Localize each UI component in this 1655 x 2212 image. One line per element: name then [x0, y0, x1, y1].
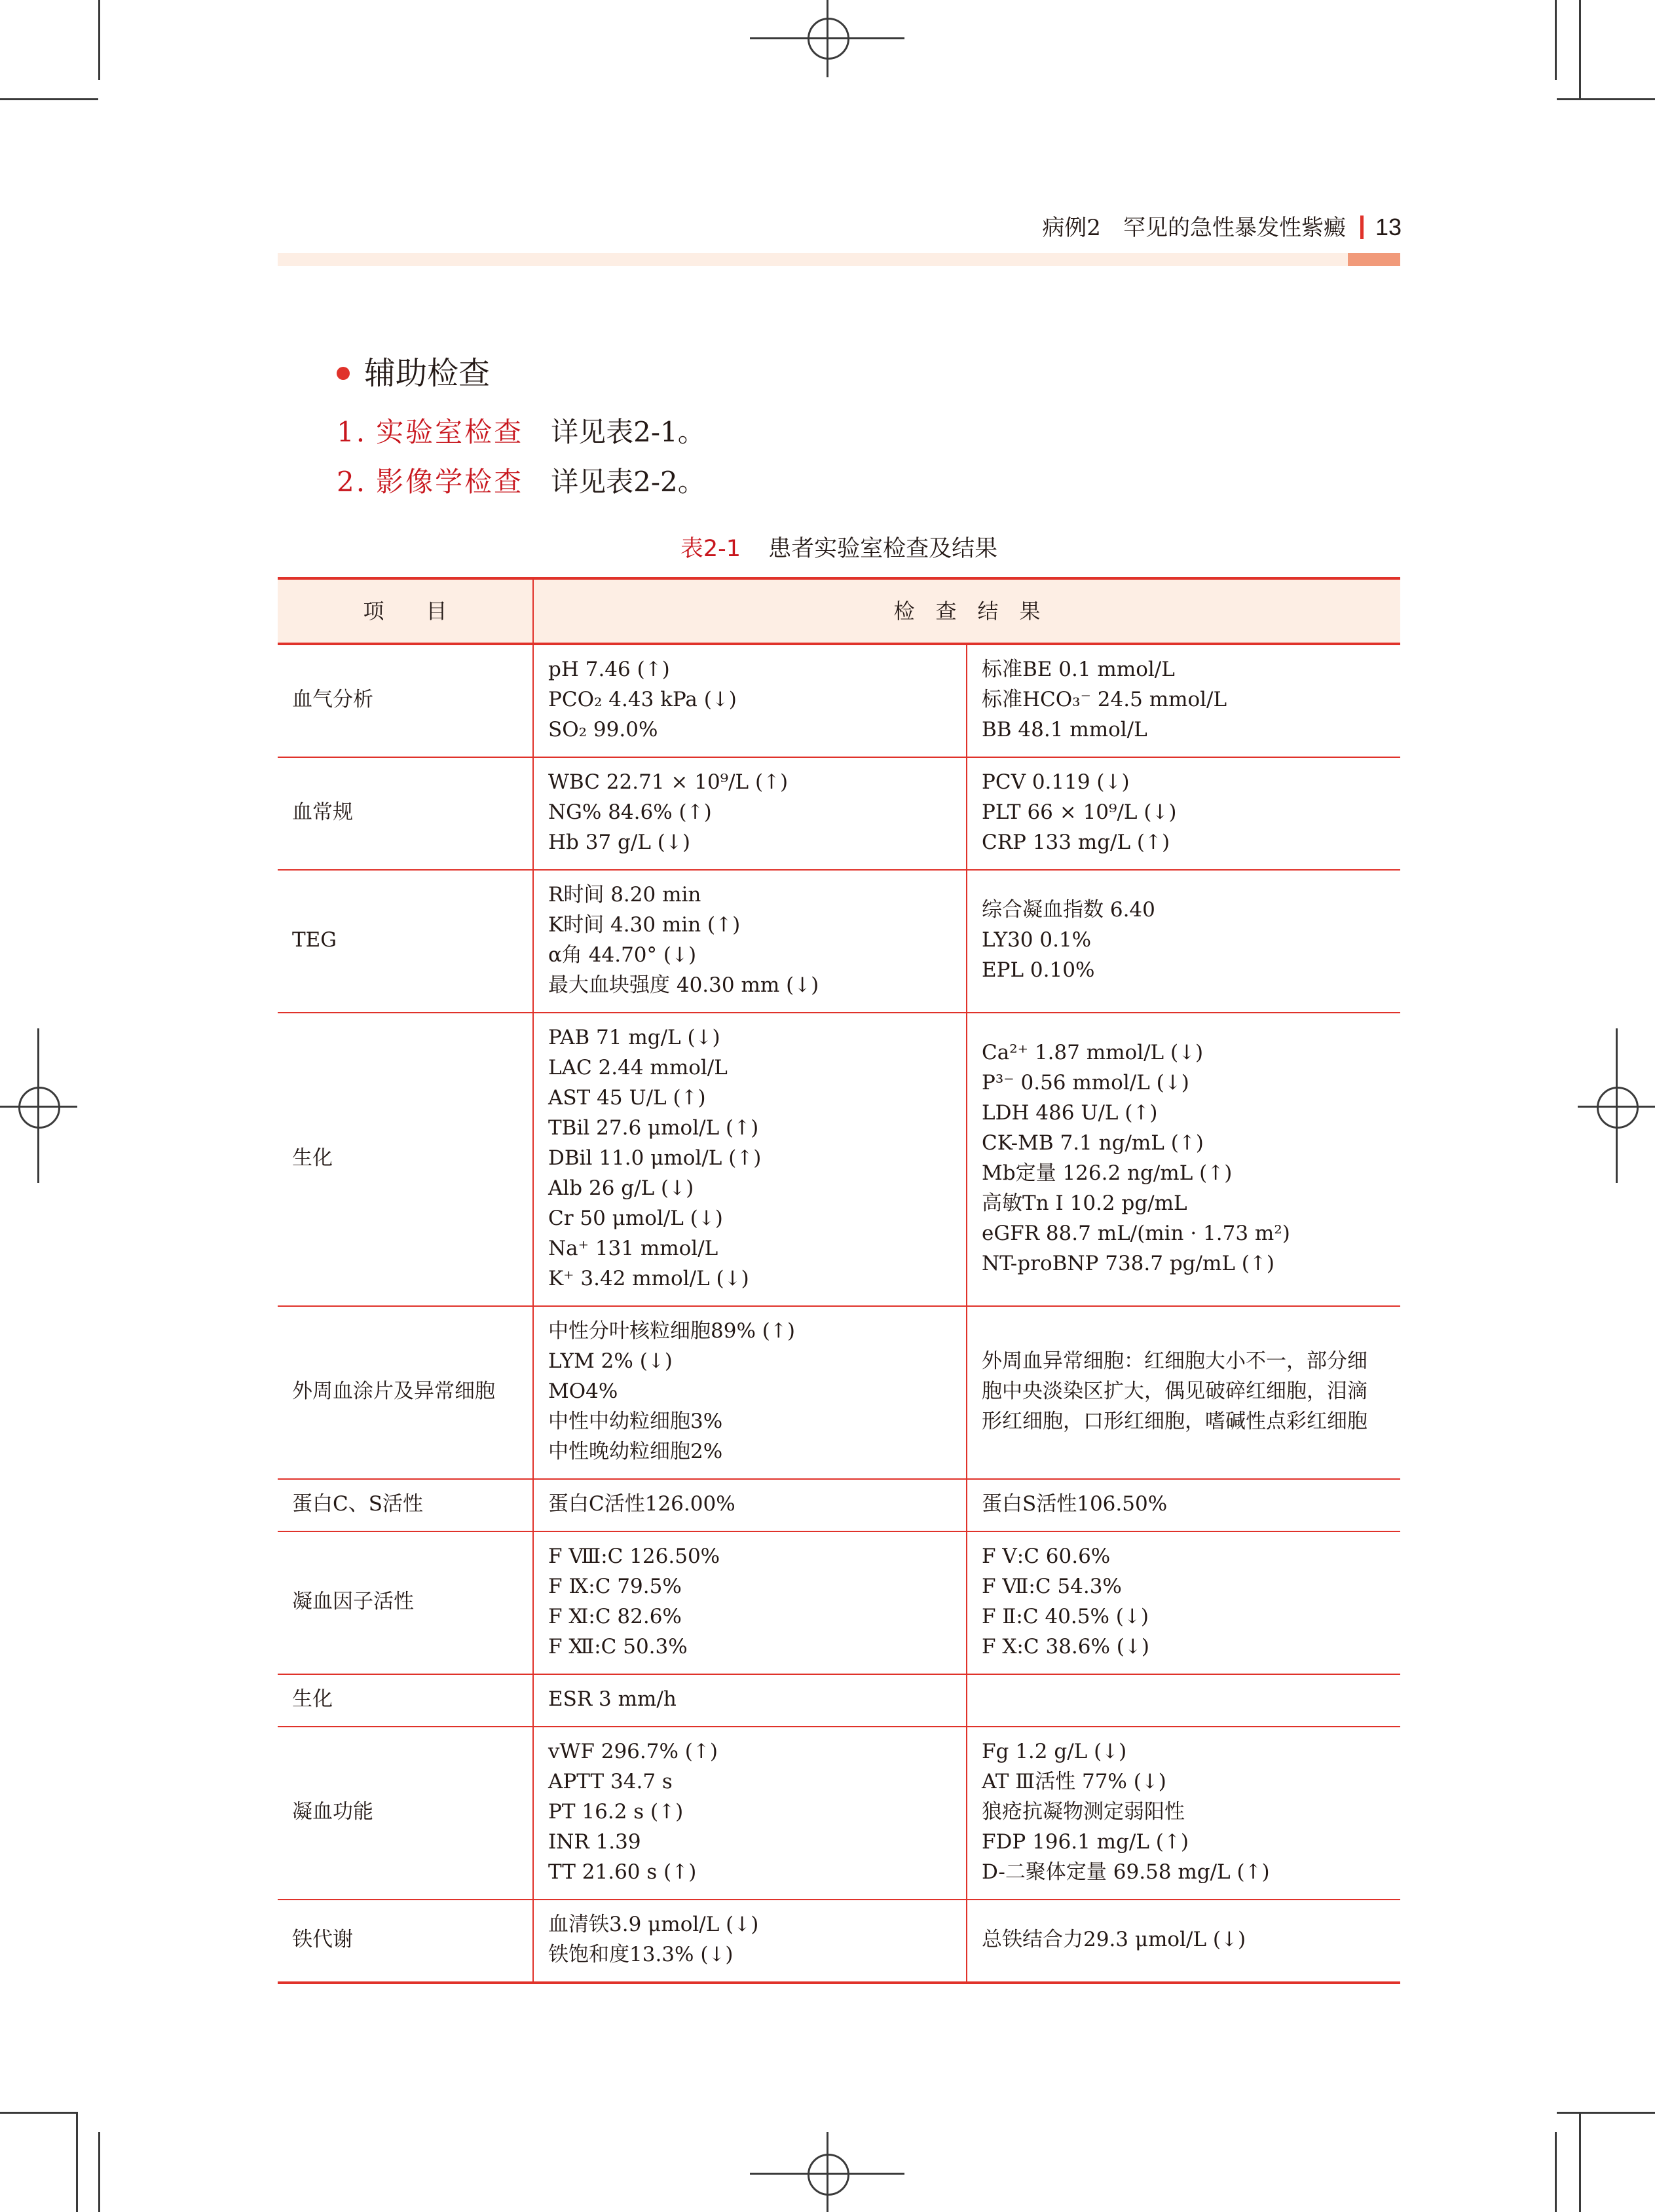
table-row	[278, 1900, 1400, 1983]
crop-mark	[98, 0, 100, 80]
result-line: 狼疮抗凝物测定弱阳性	[982, 1800, 1185, 1824]
cell-result-right	[967, 1727, 1400, 1900]
crop-mark	[1557, 98, 1655, 100]
result-line: α角 44.70° (↓)	[548, 943, 697, 967]
running-head	[982, 211, 1402, 244]
result-line: DBil 11.0 μmol/L (↑)	[548, 1146, 762, 1170]
result-line: PAB 71 mg/L (↓)	[548, 1026, 720, 1049]
result-line: PT 16.2 s (↑)	[548, 1800, 684, 1824]
table-row	[278, 757, 1400, 870]
result-line: NG% 84.6% (↑)	[548, 800, 712, 824]
result-line: vWF 296.7% (↑)	[548, 1740, 718, 1763]
cell-item: 蛋白C、S活性	[278, 1479, 533, 1531]
crop-mark	[1579, 0, 1581, 98]
result-line: SO₂ 99.0%	[548, 718, 658, 741]
crop-mark	[0, 2112, 76, 2114]
bullet-icon	[337, 367, 350, 380]
result-line: 高敏Tn Ⅰ 10.2 pg/mL	[982, 1191, 1187, 1215]
cell-item: 凝血因子活性	[278, 1531, 533, 1674]
result-line: P³⁻ 0.56 mmol/L (↓)	[982, 1071, 1189, 1095]
result-line: 蛋白S活性106.50%	[982, 1492, 1168, 1516]
result-line: 最大血块强度 40.30 mm (↓)	[548, 973, 819, 997]
list-item	[337, 413, 705, 452]
cell-item: 凝血功能	[278, 1727, 533, 1900]
result-line: Alb 26 g/L (↓)	[548, 1176, 694, 1200]
result-line: K时间 4.30 min (↑)	[548, 913, 741, 937]
result-line: TT 21.60 s (↑)	[548, 1860, 697, 1884]
header-tab	[1348, 253, 1400, 266]
table-caption	[278, 529, 1400, 569]
cell-item: 生化	[278, 1674, 533, 1727]
result-line: F Ⅱ:C 40.5% (↓)	[982, 1605, 1149, 1628]
cell-result-right	[967, 870, 1400, 1013]
result-line: 总铁结合力29.3 μmol/L (↓)	[982, 1928, 1246, 1951]
cell-result-left	[533, 757, 967, 870]
cell-result-right	[967, 1674, 1400, 1727]
result-line: F Ⅻ:C 50.3%	[548, 1635, 688, 1659]
result-line: 标准HCO₃⁻ 24.5 mmol/L	[982, 688, 1227, 711]
result-line: AT Ⅲ活性 77% (↓)	[982, 1770, 1166, 1793]
result-line: 综合凝血指数 6.40	[982, 898, 1155, 922]
result-line: CRP 133 mg/L (↑)	[982, 831, 1170, 854]
result-line: AST 45 U/L (↑)	[548, 1086, 706, 1110]
table-header-row	[278, 578, 1400, 644]
item-number: 2.	[337, 466, 367, 498]
registration-circle	[1597, 1087, 1639, 1129]
section-title: 辅助检查	[364, 355, 491, 392]
table-row	[278, 1479, 1400, 1531]
result-line: FDP 196.1 mg/L (↑)	[982, 1830, 1189, 1854]
cell-result-right	[967, 1306, 1400, 1479]
table-body	[278, 644, 1400, 1983]
result-line: PCO₂ 4.43 kPa (↓)	[548, 688, 737, 711]
header-item: 项 目	[278, 578, 533, 644]
cell-result-right	[967, 757, 1400, 870]
result-line: Mb定量 126.2 ng/mL (↑)	[982, 1161, 1233, 1185]
cell-result-left	[533, 1900, 967, 1983]
cell-result-right	[967, 1013, 1400, 1306]
result-line: APTT 34.7 s	[548, 1770, 673, 1793]
cell-result-left	[533, 644, 967, 757]
result-line: LYM 2% (↓)	[548, 1349, 673, 1373]
cell-item: TEG	[278, 870, 533, 1013]
cell-result-right	[967, 644, 1400, 757]
cell-result-left	[533, 1306, 967, 1479]
table-row	[278, 870, 1400, 1013]
cell-result-left	[533, 1531, 967, 1674]
result-line: 外周血异常细胞：红细胞大小不一，部分细胞中央淡染区扩大，偶见破碎红细胞，泪滴形红细胞，口形红细胞，嗜碱性点彩红细胞	[982, 1349, 1367, 1433]
cell-item: 铁代谢	[278, 1900, 533, 1983]
result-line: INR 1.39	[548, 1830, 641, 1854]
item-number: 1.	[337, 416, 367, 448]
result-line: LAC 2.44 mmol/L	[548, 1056, 728, 1079]
head-separator	[1360, 216, 1364, 239]
result-line: 中性晚幼粒细胞2%	[548, 1440, 723, 1463]
cell-item: 生化	[278, 1013, 533, 1306]
chapter-title: 病例2 罕见的急性暴发性紫癜	[1042, 215, 1346, 241]
caption-title: 患者实验室检查及结果	[768, 536, 998, 562]
result-line: PLT 66 × 10⁹/L (↓)	[982, 800, 1177, 824]
cell-item: 血气分析	[278, 644, 533, 757]
crop-mark	[1555, 0, 1557, 80]
result-line: TBil 27.6 μmol/L (↑)	[548, 1116, 759, 1140]
result-line: PCV 0.119 (↓)	[982, 770, 1130, 794]
result-line: K⁺ 3.42 mmol/L (↓)	[548, 1267, 749, 1290]
result-line: 中性中幼粒细胞3%	[548, 1410, 723, 1433]
result-line: eGFR 88.7 mL/(min · 1.73 m²)	[982, 1222, 1290, 1245]
crop-mark	[1579, 2112, 1581, 2212]
cell-result-left	[533, 1013, 967, 1306]
result-line: Na⁺ 131 mmol/L	[548, 1237, 718, 1260]
caption-number: 表2-1	[680, 536, 741, 562]
result-line: Ca²⁺ 1.87 mmol/L (↓)	[982, 1041, 1204, 1064]
crop-mark	[1557, 2112, 1655, 2114]
result-line: EPL 0.10%	[982, 958, 1095, 982]
table-row	[278, 1674, 1400, 1727]
result-line: F Ⅺ:C 82.6%	[548, 1605, 682, 1628]
result-line: D-二聚体定量 69.58 mg/L (↑)	[982, 1860, 1270, 1884]
result-line: Hb 37 g/L (↓)	[548, 831, 690, 854]
result-line: 血清铁3.9 μmol/L (↓)	[548, 1913, 759, 1936]
result-line: F Ⅷ:C 126.50%	[548, 1545, 720, 1568]
result-line: LDH 486 U/L (↑)	[982, 1101, 1158, 1125]
lab-results-table	[278, 577, 1400, 1984]
cell-result-right	[967, 1900, 1400, 1983]
result-line: NT-proBNP 738.7 pg/mL (↑)	[982, 1252, 1274, 1275]
result-line: F Ⅹ:C 38.6% (↓)	[982, 1635, 1149, 1659]
result-line: Cr 50 μmol/L (↓)	[548, 1207, 723, 1230]
result-line: MO4%	[548, 1379, 618, 1403]
item-text: 详见表2-2。	[551, 466, 705, 498]
result-line: CK-MB 7.1 ng/mL (↑)	[982, 1131, 1204, 1155]
result-line: Fg 1.2 g/L (↓)	[982, 1740, 1127, 1763]
result-line: WBC 22.71 × 10⁹/L (↑)	[548, 770, 789, 794]
cell-item: 血常规	[278, 757, 533, 870]
crop-mark	[0, 98, 98, 100]
result-line: F Ⅸ:C 79.5%	[548, 1575, 682, 1598]
crop-mark	[1555, 2132, 1557, 2212]
table-row	[278, 1727, 1400, 1900]
result-line: 标准BE 0.1 mmol/L	[982, 658, 1175, 681]
header-result: 检 查 结 果	[533, 578, 1400, 644]
table-row	[278, 1306, 1400, 1479]
cell-result-right	[967, 1479, 1400, 1531]
result-line: F Ⅶ:C 54.3%	[982, 1575, 1122, 1598]
result-line: BB 48.1 mmol/L	[982, 718, 1147, 741]
cell-result-left	[533, 1479, 967, 1531]
registration-circle	[808, 18, 849, 60]
result-line: R时间 8.20 min	[548, 883, 701, 907]
cell-result-left	[533, 1674, 967, 1727]
result-line: LY30 0.1%	[982, 928, 1092, 952]
table-row	[278, 644, 1400, 757]
registration-circle	[808, 2154, 849, 2196]
result-line: pH 7.46 (↑)	[548, 658, 670, 681]
result-line: 铁饱和度13.3% (↓)	[548, 1943, 734, 1966]
page-number: 13	[1375, 214, 1402, 240]
table-row	[278, 1531, 1400, 1674]
result-line: ESR 3 mm/h	[548, 1687, 677, 1711]
result-line: 中性分叶核粒细胞89% (↑)	[548, 1319, 795, 1343]
cell-result-right	[967, 1531, 1400, 1674]
cell-item: 外周血涂片及异常细胞	[278, 1306, 533, 1479]
registration-circle	[18, 1087, 60, 1129]
item-label: 影像学检查	[376, 466, 524, 498]
cell-result-left	[533, 1727, 967, 1900]
list-item	[337, 462, 705, 502]
result-line: 蛋白C活性126.00%	[548, 1492, 735, 1516]
item-text: 详见表2-1。	[551, 416, 705, 448]
crop-mark	[76, 2112, 78, 2212]
crop-mark	[98, 2132, 100, 2212]
header-band	[278, 253, 1348, 266]
item-label: 实验室检查	[376, 416, 524, 448]
table-row	[278, 1013, 1400, 1306]
cell-result-left	[533, 870, 967, 1013]
result-line: F Ⅴ:C 60.6%	[982, 1545, 1111, 1568]
